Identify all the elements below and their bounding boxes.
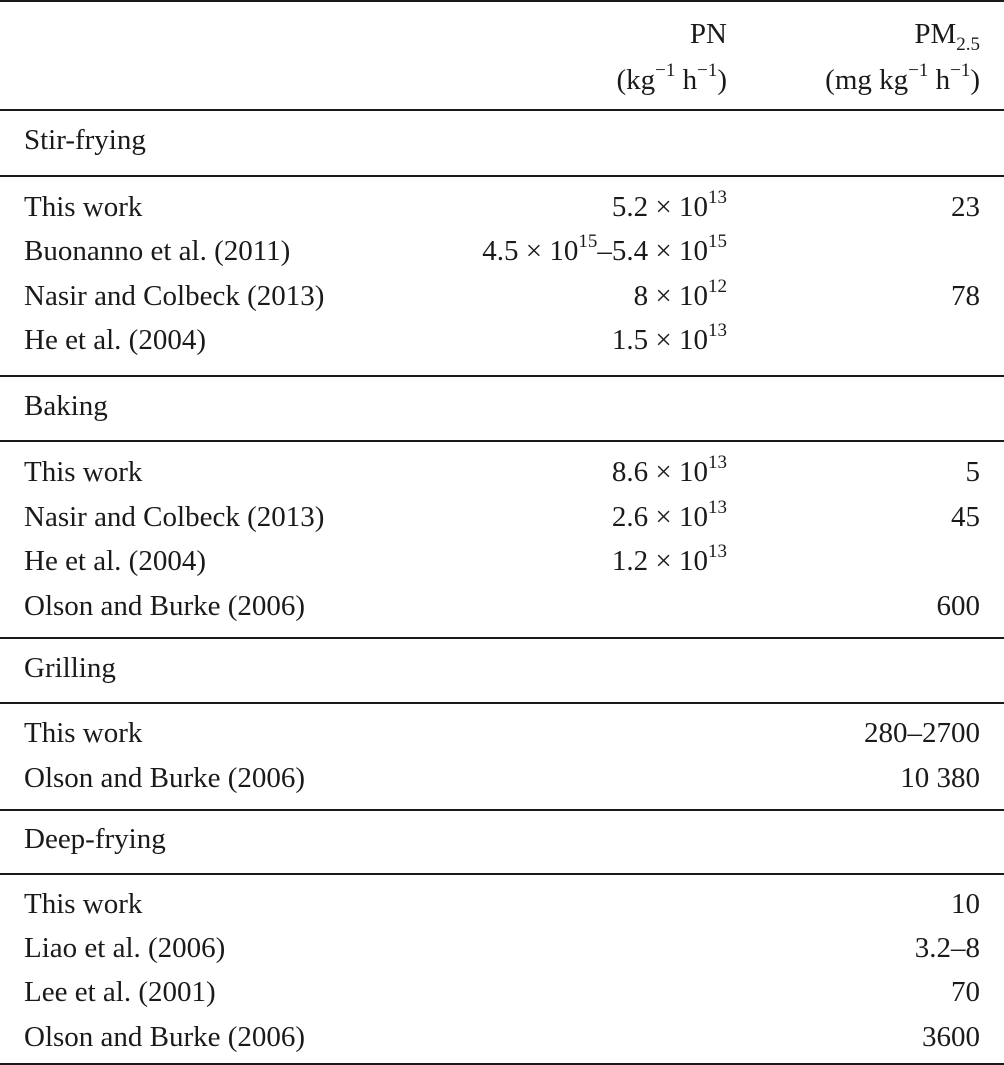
- pm-header-subscript: 2.5: [956, 34, 980, 55]
- pn-range-exponent: 15: [708, 231, 727, 252]
- pn-mantissa: 8.6 × 10: [611, 456, 708, 488]
- pn-column-unit: [616, 60, 727, 100]
- section-end-rule: [0, 637, 1004, 639]
- pm-value: 45: [951, 501, 980, 533]
- pn-exponent: 13: [708, 320, 727, 341]
- pn-mantissa: 4.5 × 10: [482, 235, 579, 267]
- section-end-rule: [0, 809, 1004, 811]
- pm-unit-part: ): [970, 64, 980, 96]
- pn-exponent: 12: [708, 276, 727, 297]
- row-label: Nasir and Colbeck (2013): [24, 501, 325, 533]
- pn-value: [612, 541, 727, 581]
- pn-unit-exponent: −1: [697, 60, 718, 81]
- section-rule: [0, 175, 1004, 177]
- pn-exponent: 13: [708, 187, 727, 208]
- pm-column-unit: [825, 60, 980, 100]
- pn-unit-part: h: [675, 64, 698, 96]
- row-label: He et al. (2004): [24, 324, 206, 356]
- pm-header-title: PM: [914, 18, 957, 50]
- pn-exponent: 13: [708, 452, 727, 473]
- row-label: Olson and Burke (2006): [24, 590, 306, 622]
- row-label: This work: [24, 888, 143, 920]
- row-label: Nasir and Colbeck (2013): [24, 280, 325, 312]
- pn-mantissa: 1.2 × 10: [611, 545, 708, 577]
- row-label: This work: [24, 191, 143, 223]
- pn-value: [612, 497, 727, 537]
- row-label: He et al. (2004): [24, 545, 206, 577]
- pn-value: [634, 276, 727, 316]
- row-label: Olson and Burke (2006): [24, 762, 306, 794]
- pn-mantissa: 8 × 10: [633, 280, 708, 312]
- section-title: Deep-frying: [24, 823, 166, 855]
- pn-value: [612, 452, 727, 492]
- pm-value: 23: [951, 191, 980, 223]
- table-top-rule: [0, 0, 1004, 2]
- row-label: Olson and Burke (2006): [24, 1021, 306, 1053]
- pn-value: [612, 320, 727, 360]
- pn-mantissa: 5.2 × 10: [611, 191, 708, 223]
- pm-value: 10 380: [900, 762, 980, 794]
- pn-value: [612, 187, 727, 227]
- pn-header-title: PN: [689, 18, 727, 50]
- pn-value: [482, 231, 727, 271]
- section-rule: [0, 873, 1004, 875]
- pn-exponent: 13: [708, 541, 727, 562]
- pm-value: 3600: [922, 1021, 980, 1053]
- pn-unit-part: ): [717, 64, 727, 96]
- pm-value: 10: [951, 888, 980, 920]
- row-label: Lee et al. (2001): [24, 976, 216, 1008]
- pn-mantissa: 1.5 × 10: [611, 324, 708, 356]
- row-label: This work: [24, 717, 143, 749]
- pn-exponent: 13: [708, 497, 727, 518]
- section-rule: [0, 702, 1004, 704]
- section-title: Stir-frying: [24, 124, 146, 156]
- pm-unit-exponent: −1: [950, 60, 971, 81]
- pm-value: 280–2700: [864, 717, 980, 749]
- row-label: This work: [24, 456, 143, 488]
- row-label: Liao et al. (2006): [24, 932, 226, 964]
- pn-mantissa: 2.6 × 10: [611, 501, 708, 533]
- pn-unit-exponent: −1: [655, 60, 676, 81]
- row-label: Buonanno et al. (2011): [24, 235, 291, 267]
- pn-unit-part: (kg: [616, 64, 656, 96]
- pm-value: 3.2–8: [914, 932, 980, 964]
- pm-value: 600: [936, 590, 980, 622]
- pm-value: 70: [951, 976, 980, 1008]
- section-title: Grilling: [24, 652, 116, 684]
- section-end-rule: [0, 375, 1004, 377]
- pm-unit-part: (mg kg: [825, 64, 909, 96]
- header-rule: [0, 109, 1004, 111]
- pn-exponent: 15: [578, 231, 598, 252]
- pm-unit-exponent: −1: [908, 60, 929, 81]
- section-rule: [0, 440, 1004, 442]
- pm-column-header: [914, 14, 980, 54]
- pm-value: 5: [965, 456, 980, 488]
- pn-range-tail: –5.4 × 10: [597, 235, 708, 267]
- pn-column-header: [690, 14, 727, 54]
- section-title: Baking: [24, 390, 108, 422]
- pm-value: 78: [951, 280, 980, 312]
- pm-unit-part: h: [928, 64, 951, 96]
